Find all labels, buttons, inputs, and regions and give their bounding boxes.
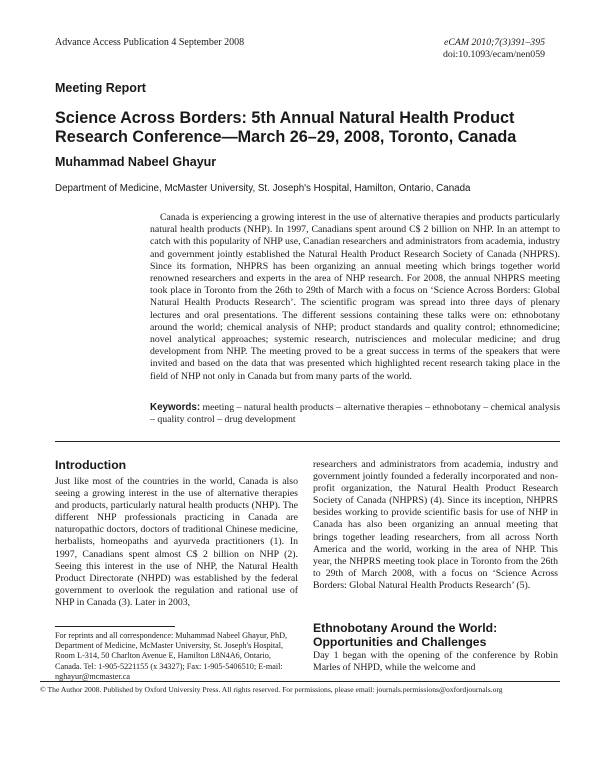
- author-name: Muhammad Nabeel Ghayur: [55, 155, 217, 169]
- article-title: Science Across Borders: 5th Annual Natural Health Product Research Conference—March 26–29, 2008, Toronto, Canada: [55, 109, 517, 146]
- abstract: Canada is experiencing a growing interest in the use of alternative therapies and products particularly natural health products (NHP). In 1997, Canadians spent around C$ 2 billion on NHP. In an attempt to catch with this popularity of NHP use, Canadian researchers and administrators from academia, industry and government jointly established the Natural Health Product Research Society of Canada (NHPRS). Since its formation, NHPRS has been organizing an annual meeting which brings together world renowned researchers and experts in the area of NHP research. For 2008, the annual NHPRS meeting took place in Toronto from the 26th to 29th of March with a focus on ‘Science Across Borders: Global Natural Health Products Research’. The scientific program was spread into three days of plenary lectures and oral presentations. The different sessions containing these talks were on: ethnobotany around the world; chemical analysis of NHP; product standards and quality control; ethnomedicine; novel analytical approaches; systemic research, nutrisciences and molecular medicine; and drug development from NHP. The meeting proved to be a great success in terms of the speakers that were invited and based on the data that was presented which highlighted recent research taking place in the field of NHP not only in Canada but from many parts of the world.: [150, 212, 560, 382]
- keywords-text: meeting – natural health products – alternative therapies – ethnobotany – chemical analysis – quality control – drug development: [150, 402, 561, 426]
- publication-date: Advance Access Publication 4 September 2008: [55, 37, 245, 48]
- footnote-divider: [55, 626, 175, 627]
- journal-reference: eCAM 2010;7(3)391–395: [444, 37, 545, 48]
- author-affiliation: Department of Medicine, McMaster University, St. Joseph's Hospital, Hamilton, Ontario, Canada: [55, 183, 471, 194]
- keywords: [150, 402, 560, 426]
- footer-divider: [40, 681, 560, 682]
- section-label: Meeting Report: [55, 81, 146, 95]
- divider: [55, 441, 560, 442]
- ethnobotany-heading: Ethnobotany Around the World: Opportunities and Challenges: [313, 621, 498, 649]
- journal-citation: [443, 37, 545, 61]
- doi: doi:10.1093/ecam/nen059: [442, 49, 545, 60]
- introduction-heading: Introduction: [55, 458, 127, 472]
- keywords-label: Keywords:: [150, 402, 201, 413]
- ethnobotany-text: Day 1 began with the opening of the conference by Robin Marles of NHPD, while the welcome and: [313, 650, 558, 674]
- introduction-text-column-2: researchers and administrators from academia, industry and government jointly founded a federally incorporated and non-profit organization, the Natural Health Product Research Society of Canada (NHPRS) (4). Since its inception, NHPRS besides working to provide scientific basis for use of NHP in Canada has also been organizing an annual meeting that brings together leading researchers, from all across North America and the world, working in the area of NHP. This year, the NHPRS meeting took place in Toronto from the 26th to 29th of March 2008, with a focus on ‘Science Across Borders: Global Natural Health Products Research’ (5).: [313, 459, 558, 591]
- copyright-notice: © The Author 2008. Published by Oxford University Press. All rights reserved. For permissions, please email: journals.permissions@oxfordjournals.org: [40, 685, 503, 694]
- correspondence-footnote: For reprints and all correspondence: Muhammad Nabeel Ghayur, PhD, Department of Medicine, McMaster University, St. Joseph's Hospital, Room L-314, 50 Charlton Avenue E, Hamilton L8N4A6, Ontario, Canada. Tel: 1-905-5221155 (x 34327); Fax: 1-905-5406510; E-mail: nghayur@mcmaster.ca: [55, 631, 288, 681]
- introduction-text-column-1: Just like most of the countries in the world, Canada is also seeing a growing interest in the use of alternative therapies and products, particularly natural health products (NHP). The different NHP professionals practicing in Canada are naturopathic doctors, doctors of traditional Chinese medicine, herbalists, homeopaths and ayurveda practitioners (1). In 1997, Canadians spent almost C$ 2 billion on NHP (2). Seeing this interest in the use of NHP, the Natural Health Product Directorate (NHPD) was established by the federal government to overlook the regulation and rational use of NHP in Canada (3). Later in 2003,: [55, 476, 298, 608]
